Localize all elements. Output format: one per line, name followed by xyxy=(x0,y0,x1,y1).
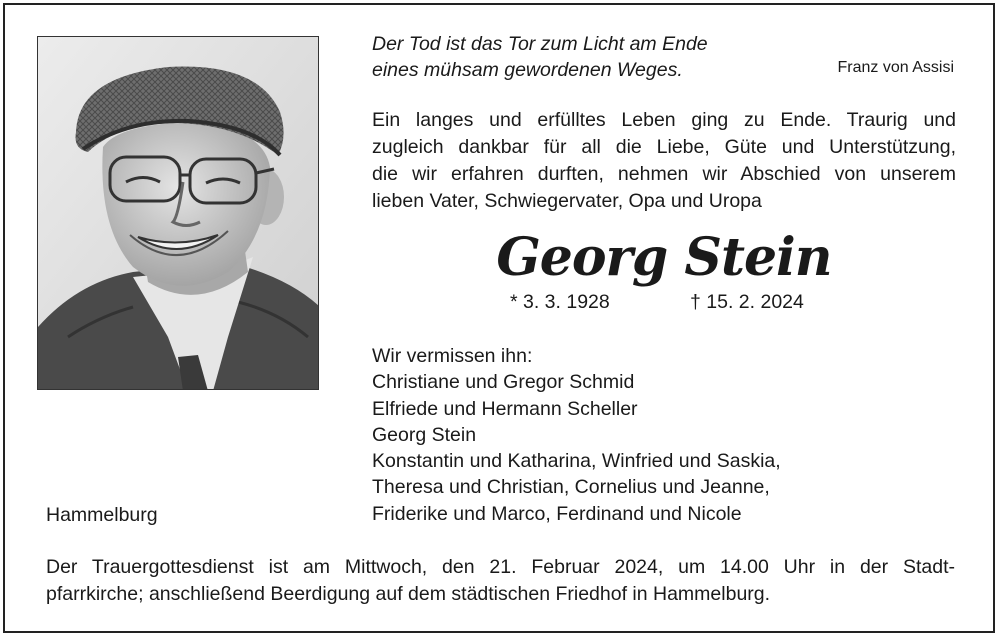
intro-line: die wir erfahren durften, nehmen wir Abschied von unserem xyxy=(372,163,956,185)
mourner-line: Elfriede und Hermann Scheller xyxy=(372,397,638,420)
service-line: pfarrkirche; anschließend Beerdigung auf dem städtischen Friedhof in Hammelburg. xyxy=(46,583,771,605)
mourner-line: Friderike und Marco, Ferdinand und Nicole xyxy=(372,502,742,525)
death-date: † 15. 2. 2024 xyxy=(690,291,804,313)
birth-date: * 3. 3. 1928 xyxy=(510,291,610,313)
service-info xyxy=(46,554,955,608)
quote xyxy=(372,31,708,83)
intro-line: Ein langes und erfülltes Leben ging zu Ende. Traurig und xyxy=(372,109,956,131)
intro-line: zugleich dankbar für all die Liebe, Güte und Unterstützung, xyxy=(372,136,956,158)
service-line: Der Trauergottesdienst ist am Mittwoch, den 21. Februar 2024, um 14.00 Uhr in der Stadt- xyxy=(46,556,955,578)
mourner-line: Konstantin und Katharina, Winfried und Saskia, xyxy=(372,450,781,473)
place-name: Hammelburg xyxy=(46,504,158,526)
intro-text xyxy=(372,107,956,215)
portrait-photo xyxy=(37,36,319,390)
mourner-line: Christiane und Gregor Schmid xyxy=(372,371,635,394)
mourners-heading: Wir vermissen ihn: xyxy=(372,345,533,367)
mourner-line: Theresa und Christian, Cornelius und Jeanne, xyxy=(372,476,770,499)
quote-author: Franz von Assisi xyxy=(837,59,954,76)
mourners-list xyxy=(372,343,781,527)
intro-line: lieben Vater, Schwiegervater, Opa und Uropa xyxy=(372,190,762,212)
mourner-line: Georg Stein xyxy=(372,423,477,446)
quote-line: eines mühsam gewordenen Weges. xyxy=(372,59,683,81)
quote-line: Der Tod ist das Tor zum Licht am Ende xyxy=(372,33,708,55)
deceased-name: Georg Stein xyxy=(496,227,832,288)
